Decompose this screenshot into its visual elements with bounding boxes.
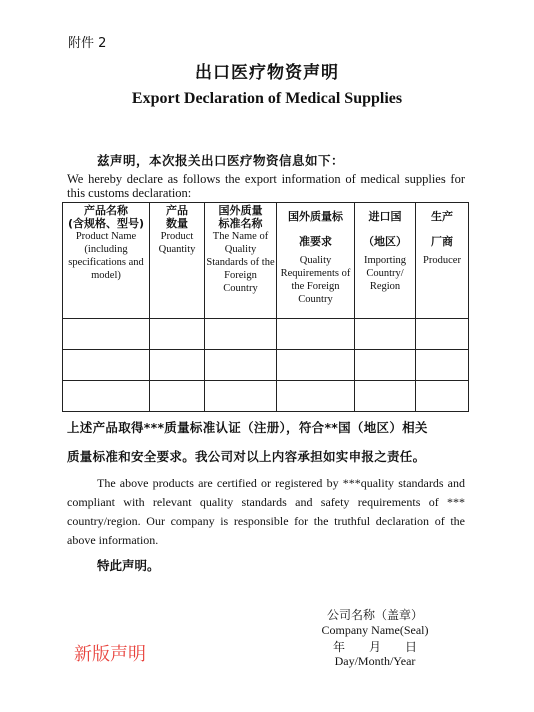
header-cn: 产品名称 (含规格、型号) (67, 204, 145, 230)
declaration-chinese: 兹声明，本次报关出口医疗物资信息如下： (97, 153, 345, 168)
header-cn: 生产 (431, 210, 453, 223)
new-version-stamp: 新版声明 (74, 644, 146, 665)
header-en: Importing Country/ Region (364, 255, 406, 292)
header-en: Producer (423, 255, 461, 266)
title-english: Export Declaration of Medical Supplies (131, 90, 403, 107)
table-cell[interactable] (150, 381, 205, 412)
table-cell[interactable] (277, 350, 355, 381)
header-product-quantity (150, 203, 205, 319)
table-cell[interactable] (205, 381, 277, 412)
header-cn: 进口国 (368, 210, 402, 223)
header-en: The Name of Quality Standards of the Foreign Country (206, 231, 275, 294)
header-cn: 产品 数量 (166, 204, 188, 230)
header-en: Product Name (including specifications and model) (68, 231, 144, 281)
declaration-english: We hereby declare as follows the export information of medical supplies for this customs declaration: (67, 172, 465, 200)
header-cn: 国外质量标 (288, 210, 343, 223)
table-cell[interactable] (63, 381, 150, 412)
table-cell[interactable] (205, 350, 277, 381)
title-chinese: 出口医疗物资声明 (195, 63, 339, 83)
header-cn: 厂商 (431, 235, 453, 248)
header-cn: 国外质量 标准名称 (218, 204, 263, 230)
supplies-table (62, 202, 469, 412)
header-product-name (63, 203, 150, 319)
company-name-chinese: 公司名称（盖章） (326, 608, 423, 622)
table-cell[interactable] (63, 319, 150, 350)
table-cell[interactable] (355, 319, 416, 350)
table-cell[interactable] (277, 381, 355, 412)
table-cell[interactable] (205, 319, 277, 350)
attachment-label: 附件 2 (68, 36, 107, 51)
table-cell[interactable] (63, 350, 150, 381)
header-producer (416, 203, 469, 319)
statement-chinese-line-2: 质量标准和安全要求。我公司对以上内容承担如实申报之责任。 (67, 449, 426, 464)
table-row (63, 381, 469, 412)
header-en: Product Quantity (158, 231, 196, 255)
table-row (63, 319, 469, 350)
table-cell[interactable] (416, 319, 469, 350)
date-chinese: 年 月 日 (332, 640, 417, 654)
date-english: Day/Month/Year (334, 654, 416, 668)
table-cell[interactable] (416, 350, 469, 381)
table-cell[interactable] (355, 381, 416, 412)
table-cell[interactable] (416, 381, 469, 412)
table-cell[interactable] (355, 350, 416, 381)
company-name-english: Company Name(Seal) (321, 623, 429, 637)
table-cell[interactable] (150, 319, 205, 350)
header-cn: 准要求 (299, 235, 332, 248)
table-cell[interactable] (277, 319, 355, 350)
header-cn: （地区） (363, 235, 407, 248)
statement-english: The above products are certified or registered by ***quality standards and compliant with relevant quality standards and safety requirements of *** country/region. Our company is responsible for the truthful declaration of the above information. (67, 476, 465, 547)
special-statement: 特此声明。 (97, 558, 160, 573)
table-header-row (63, 203, 469, 319)
table-row (63, 350, 469, 381)
header-quality-requirements (277, 203, 355, 319)
header-en: Quality Requirements of the Foreign Country (280, 255, 351, 305)
header-importing-country (355, 203, 416, 319)
table-cell[interactable] (150, 350, 205, 381)
statement-chinese-line-1: 上述产品取得***质量标准认证（注册），符合**国（地区）相关 (67, 420, 428, 435)
header-standard-name (205, 203, 277, 319)
